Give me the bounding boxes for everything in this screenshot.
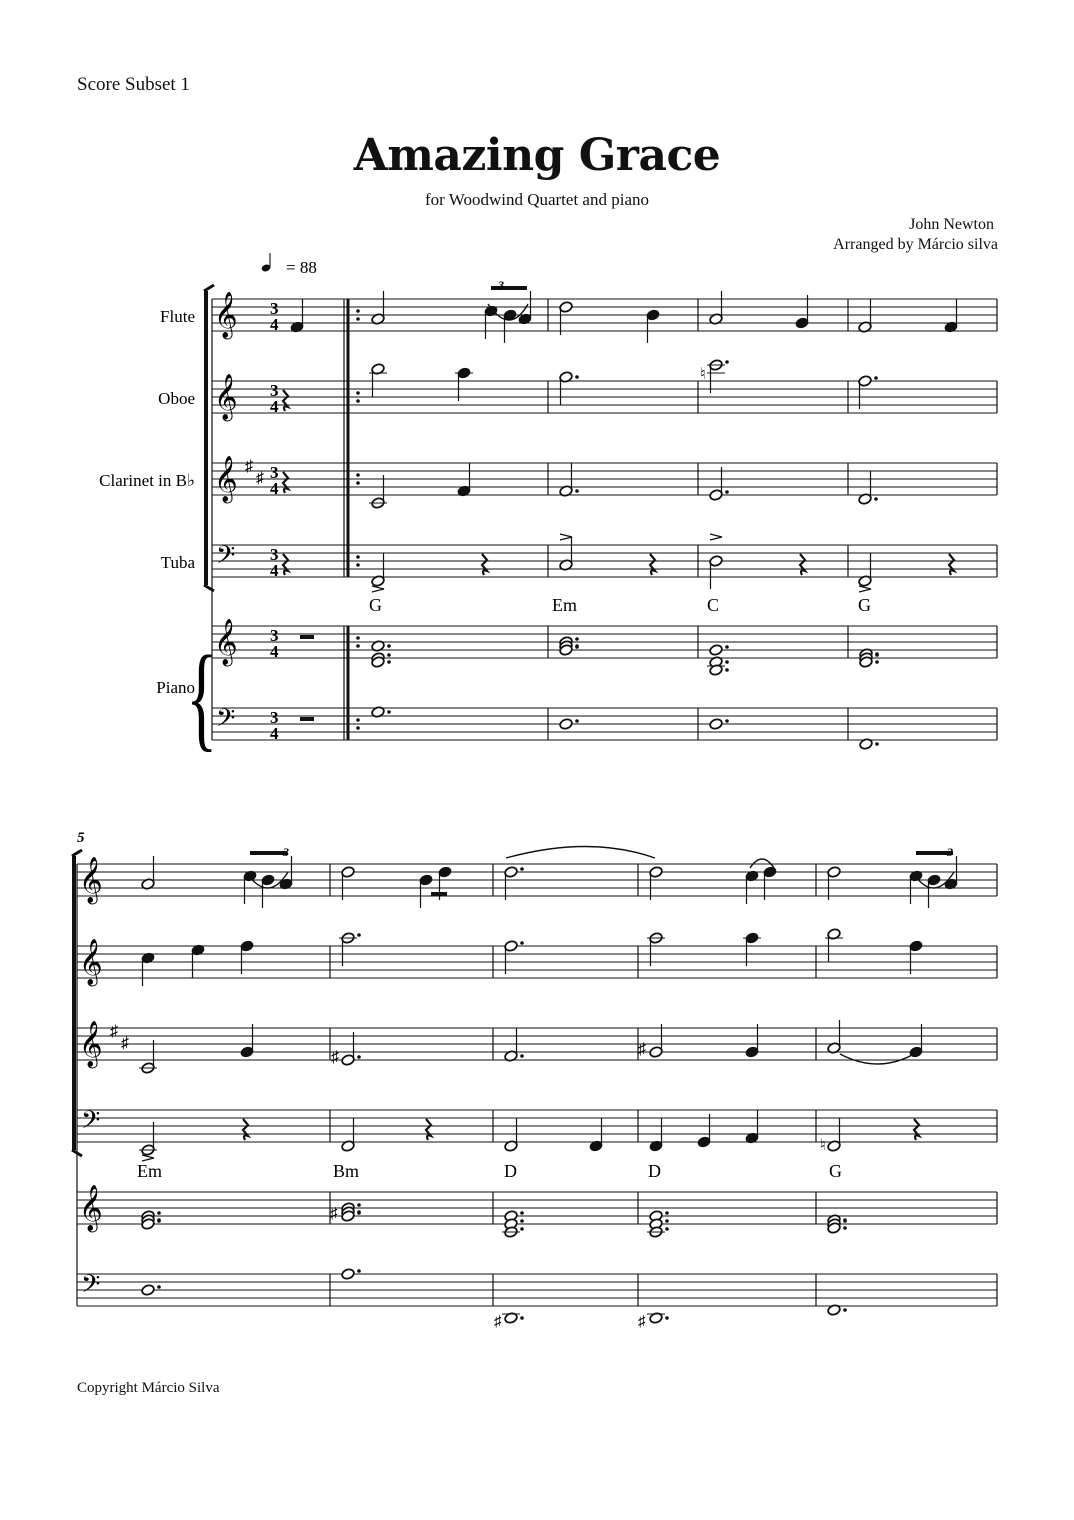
repeat-dot [356,718,360,722]
tuplet-number: 3 [283,845,289,859]
augmentation-dot [387,644,391,648]
augmentation-dot [520,1054,524,1058]
piece-subtitle: for Woodwind Quartet and piano [425,190,649,209]
chord-symbol: Em [552,595,577,615]
composer: John Newton [909,216,994,233]
augmentation-dot [875,653,879,657]
bracket-hook [204,285,214,291]
sharp: ♯ [330,1206,338,1222]
augmentation-dot [725,645,729,649]
tie [506,847,655,859]
time-signature-bottom: 4 [270,724,279,743]
chord-symbol: Bm [333,1161,360,1181]
staff-lines [77,299,997,1306]
augmentation-dot [520,941,524,945]
repeat-dot [356,555,360,559]
whole-rest [300,717,314,721]
augmentation-dot [357,1211,361,1215]
repeat-dot [356,473,360,477]
sharp: ♯ [494,1314,502,1330]
augmentation-dot [665,1227,669,1231]
natural: ♮ [820,1137,826,1154]
sharp: ♯ [121,1035,129,1052]
time-signature-bottom: 4 [270,561,279,580]
time-signature-bottom: 4 [270,397,279,416]
system-bracket [204,291,208,585]
bass-clef: 𝄢 [81,1271,101,1304]
augmentation-dot [843,1308,847,1312]
augmentation-dot [665,1219,669,1223]
time-signature-bottom: 4 [270,479,279,498]
augmentation-dot [357,1055,361,1059]
augmentation-dot [725,660,729,664]
note-head [141,1284,155,1296]
augmentation-dot [157,1219,161,1223]
treble-clef: 𝄞 [79,939,103,984]
chord-symbol: C [707,595,720,615]
instrument-label-tuba: Tuba [160,553,195,572]
accent-mark [372,586,384,592]
repeat-dot [356,563,360,567]
augmentation-dot [387,653,391,657]
instrument-label-flute: Flute [160,307,195,326]
accent-mark [859,586,871,592]
augmentation-dot [575,719,579,723]
repeat-dot [356,317,360,321]
chord-symbol: D [648,1161,661,1181]
time-signature-bottom: 4 [270,642,279,661]
score-subset-label: Score Subset 1 [77,74,190,95]
augmentation-dot [575,489,579,493]
tuplet-number: 3 [498,278,504,292]
sharp: ♯ [638,1314,646,1330]
augmentation-dot [520,1211,524,1215]
measure-number: 5 [77,830,85,846]
whole-rest [300,635,314,639]
augmentation-dot [357,933,361,937]
bracket-hook [72,850,82,856]
augmentation-dot [665,1211,669,1215]
augmentation-dot [157,1211,161,1215]
treble-clef: 𝄞 [79,1185,103,1230]
chord-symbol: G [858,595,871,615]
augmentation-dot [875,660,879,664]
time-signature-top: 3 [270,708,279,727]
treble-clef: 𝄞 [214,374,238,419]
treble-clef: 𝄞 [79,1021,103,1066]
repeat-dot [356,636,360,640]
augmentation-dot [874,376,878,380]
augmentation-dot [387,660,391,664]
system-bracket [72,856,76,1150]
notation [72,253,997,1330]
chord-symbol: G [369,595,382,615]
sharp: ♯ [256,470,264,487]
instrument-label-piano: Piano [156,678,195,697]
bass-clef: 𝄢 [81,1107,101,1140]
chord-symbol: Em [137,1161,162,1181]
augmentation-dot [575,645,579,649]
repeat-dot [356,399,360,403]
augmentation-dot [725,360,729,364]
augmentation-dot [520,1219,524,1223]
sharp: ♯ [331,1049,339,1066]
quarter-rest [243,1119,248,1140]
beam [250,851,287,855]
sharp: ♯ [110,1023,118,1040]
augmentation-dot [843,1226,847,1230]
piano-brace: { [186,630,218,763]
natural: ♮ [700,366,706,383]
repeat-dot [356,644,360,648]
time-signature-top: 3 [270,545,279,564]
augmentation-dot [387,710,391,714]
chord-symbol: D [504,1161,517,1181]
repeat-dot [356,391,360,395]
treble-clef: 𝄞 [214,619,238,664]
piece-title: Amazing Grace [353,130,721,181]
repeat-dot [356,726,360,730]
augmentation-dot [575,637,579,641]
augmentation-dot [875,742,879,746]
quarter-rest [650,554,655,575]
time-signature-top: 3 [270,626,279,645]
repeat-dot [356,309,360,313]
time-signature-top: 3 [270,299,279,318]
quarter-rest [283,554,288,575]
instrument-label-clarinet: Clarinet in B♭ [99,471,195,490]
note-head [341,1268,355,1280]
quarter-rest [482,554,487,575]
quarter-rest [283,472,288,493]
time-signature-bottom: 4 [270,315,279,334]
time-signature-top: 3 [270,463,279,482]
beam [491,286,527,290]
sharp: ♯ [245,458,253,475]
augmentation-dot [157,1285,161,1289]
bass-clef: 𝄢 [216,705,236,738]
bass-clef: 𝄢 [216,542,236,575]
repeat-dot [356,481,360,485]
augmentation-dot [520,1227,524,1231]
augmentation-dot [843,1219,847,1223]
quarter-rest [800,554,805,575]
augmentation-dot [520,867,524,871]
augmentation-dot [357,1203,361,1207]
quarter-rest [914,1119,919,1140]
chord-symbol: G [829,1161,842,1181]
quarter-rest [949,554,954,575]
accent-mark [710,534,722,540]
augmentation-dot [725,719,729,723]
note-head [559,718,573,730]
treble-clef: 𝄞 [214,292,238,337]
augmentation-dot [725,490,729,494]
chord-note [709,644,723,656]
note-head [709,718,723,730]
beam [431,892,447,896]
sharp: ♯ [638,1041,646,1058]
tie [840,1054,914,1064]
augmentation-dot [874,497,878,501]
augmentation-dot [665,1316,669,1320]
time-signature-top: 3 [270,381,279,400]
accent-mark [560,534,572,540]
augmentation-dot [725,668,729,672]
augmentation-dot [520,1316,524,1320]
tuplet-number: 3 [947,845,953,859]
augmentation-dot [357,1269,361,1273]
treble-clef: 𝄞 [214,456,238,501]
treble-clef: 𝄞 [79,857,103,902]
instrument-label-oboe: Oboe [158,389,195,408]
quarter-rest [426,1119,431,1140]
tempo-marking: = 88 [286,258,317,277]
arranger: Arranged by Márcio silva [833,236,998,253]
copyright: Copyright Márcio Silva [77,1380,220,1396]
quarter-rest [283,390,288,411]
augmentation-dot [575,375,579,379]
